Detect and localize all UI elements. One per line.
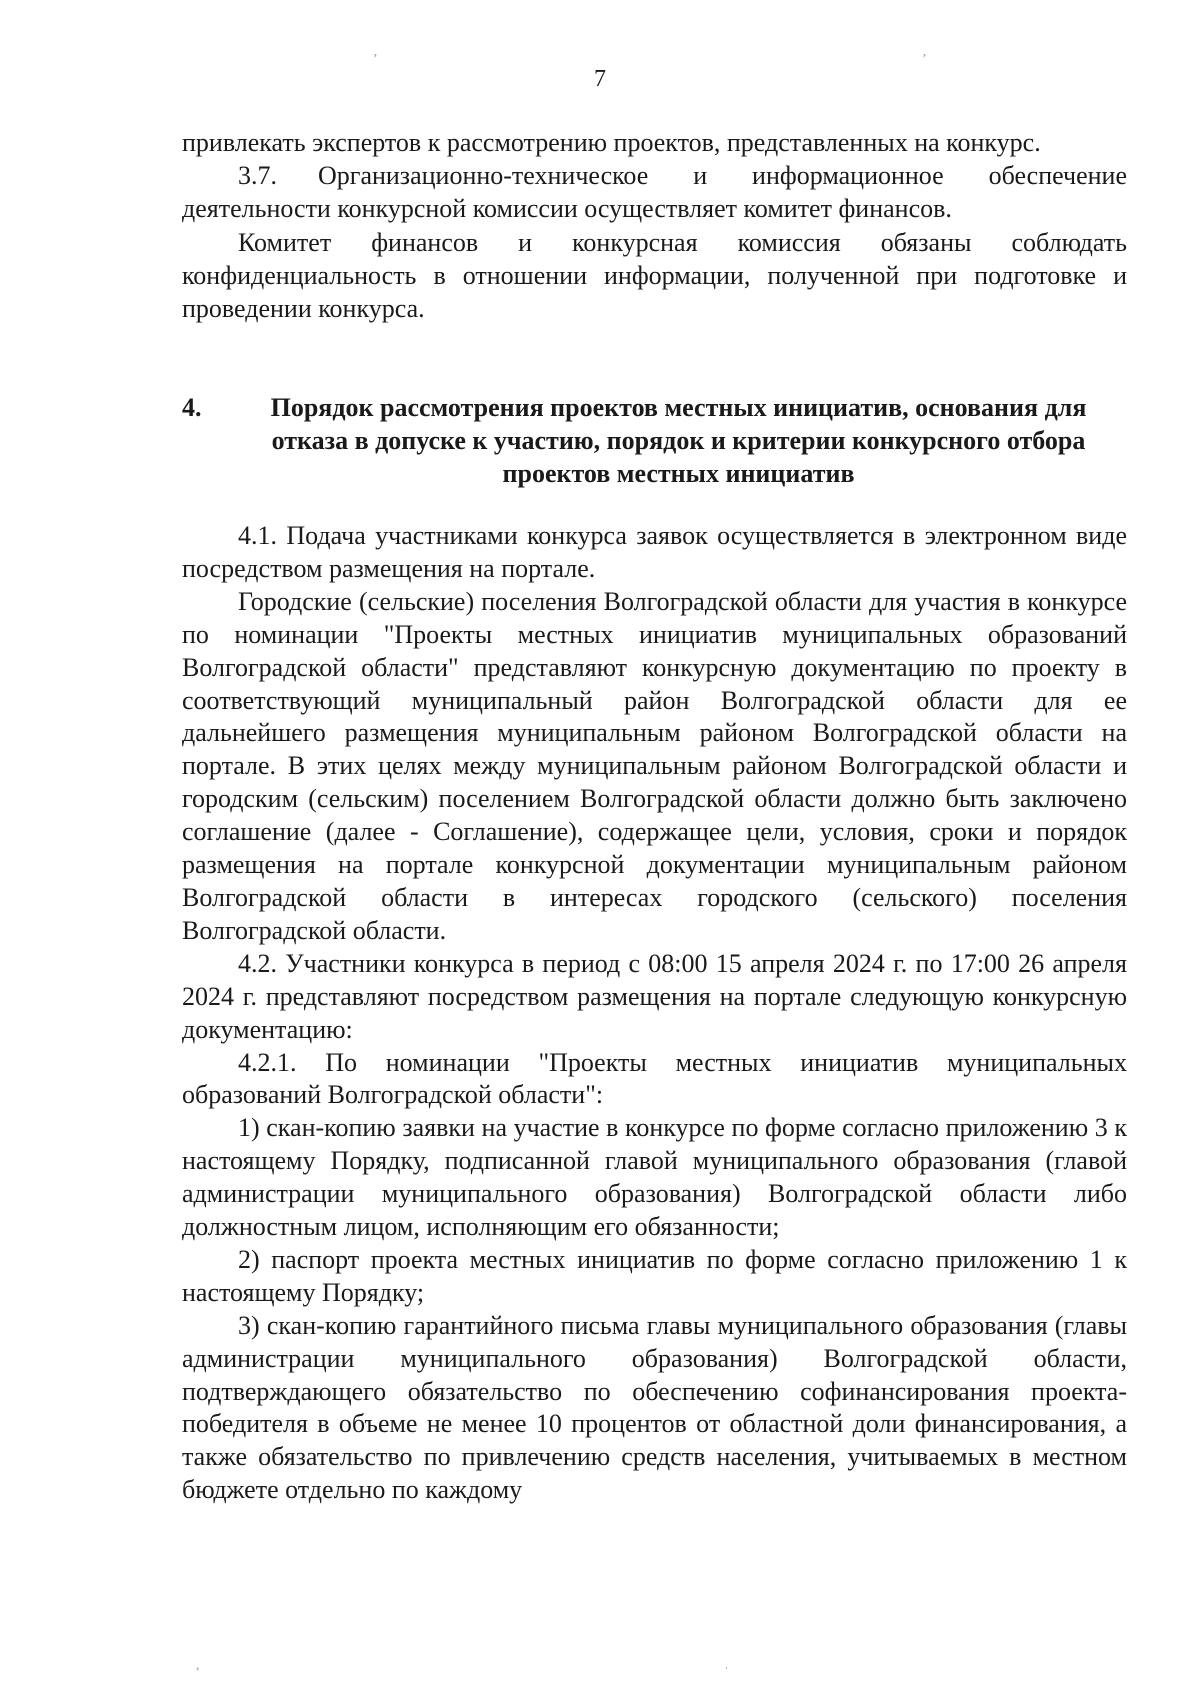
section-number: 4. [182, 393, 202, 422]
scan-mark: ʼ [922, 52, 927, 67]
scan-mark: ˌ [724, 1655, 729, 1670]
scan-mark: ʼ [373, 52, 378, 67]
paragraph-settlements: Городские (сельские) поселения Волгоградской области для участия в конкурсе по номинации "Проекты местных инициатив муниципальных образований Волгоградской области" представляют конкурсную документацию по проекту в соответствующий муниципальный район Волгоградской области для ее дальнейшего размещения муниципальным районом Волгоградской области на портале. В этих целях между муниципальным районом Волгоградской области и городским (сельским) поселением Волгоградской области должно быть заключено соглашение (далее - Соглашение), содержащее цели, условия, сроки и порядок размещения на портале конкурсной документации муниципальным районом Волгоградской области в интересах городского (сельского) поселения Волгоградской области. [182, 586, 1127, 945]
paragraph-4-2-1: 4.2.1. По номинации "Проекты местных инициатив муниципальных образований Волгоградской области": [182, 1047, 1127, 1110]
page-number: 7 [594, 66, 606, 92]
paragraph-confidentiality: Комитет финансов и конкурсная комиссия обязаны соблюдать конфиденциальность в отношении информации, полученной при подготовке и проведении конкурса. [182, 227, 1127, 324]
list-item-3: 3) скан-копию гарантийного письма главы муниципального образования (главы администрации муниципального образования) Волгоградской области, подтверждающего обязательство по обеспечению софинансирования проекта-победителя в объеме не менее 10 процентов от областной доли финансирования, а также обязательство по привлечению средств населения, учитываемых в местном бюджете отдельно по каждому [182, 1310, 1127, 1505]
section-body [182, 520, 1127, 1507]
scan-mark: , [196, 1658, 200, 1673]
list-item-2: 2) паспорт проекта местных инициатив по форме согласно приложению 1 к настоящему Порядку; [182, 1244, 1127, 1307]
section-heading [182, 391, 1127, 490]
section-title: Порядок рассмотрения проектов местных инициатив, основания для отказа в допуске к участию, порядок и критерии конкурсного отбора проектов местных инициатив [270, 393, 1087, 488]
paragraph-4-1: 4.1. Подача участниками конкурса заявок осуществляется в электронном виде посредством размещения на портале. [182, 521, 1127, 583]
paragraph-continuation: привлекать экспертов к рассмотрению проектов, представленных на конкурс. [182, 128, 1041, 157]
paragraph-4-2: 4.2. Участники конкурса в период с 08:00 15 апреля 2024 г. по 17:00 26 апреля 2024 г. представляют посредством размещения на портале следующую конкурсную документацию: [182, 948, 1127, 1044]
clause-text: Организационно-техническое и информационное обеспечение деятельности конкурсной комиссии осуществляет комитет финансов. [182, 161, 1127, 224]
list-item-1: 1) скан-копию заявки на участие в конкурсе по форме согласно приложению 3 к настоящему Порядку, подписанной главой муниципального образования (главой администрации муниципального образования) Волгоградской области либо должностным лицом, исполняющим его обязанности; [182, 1113, 1127, 1242]
clause-3-7 [182, 159, 1127, 225]
intro-block [182, 126, 1127, 325]
clause-number: 3.7. [238, 161, 277, 191]
